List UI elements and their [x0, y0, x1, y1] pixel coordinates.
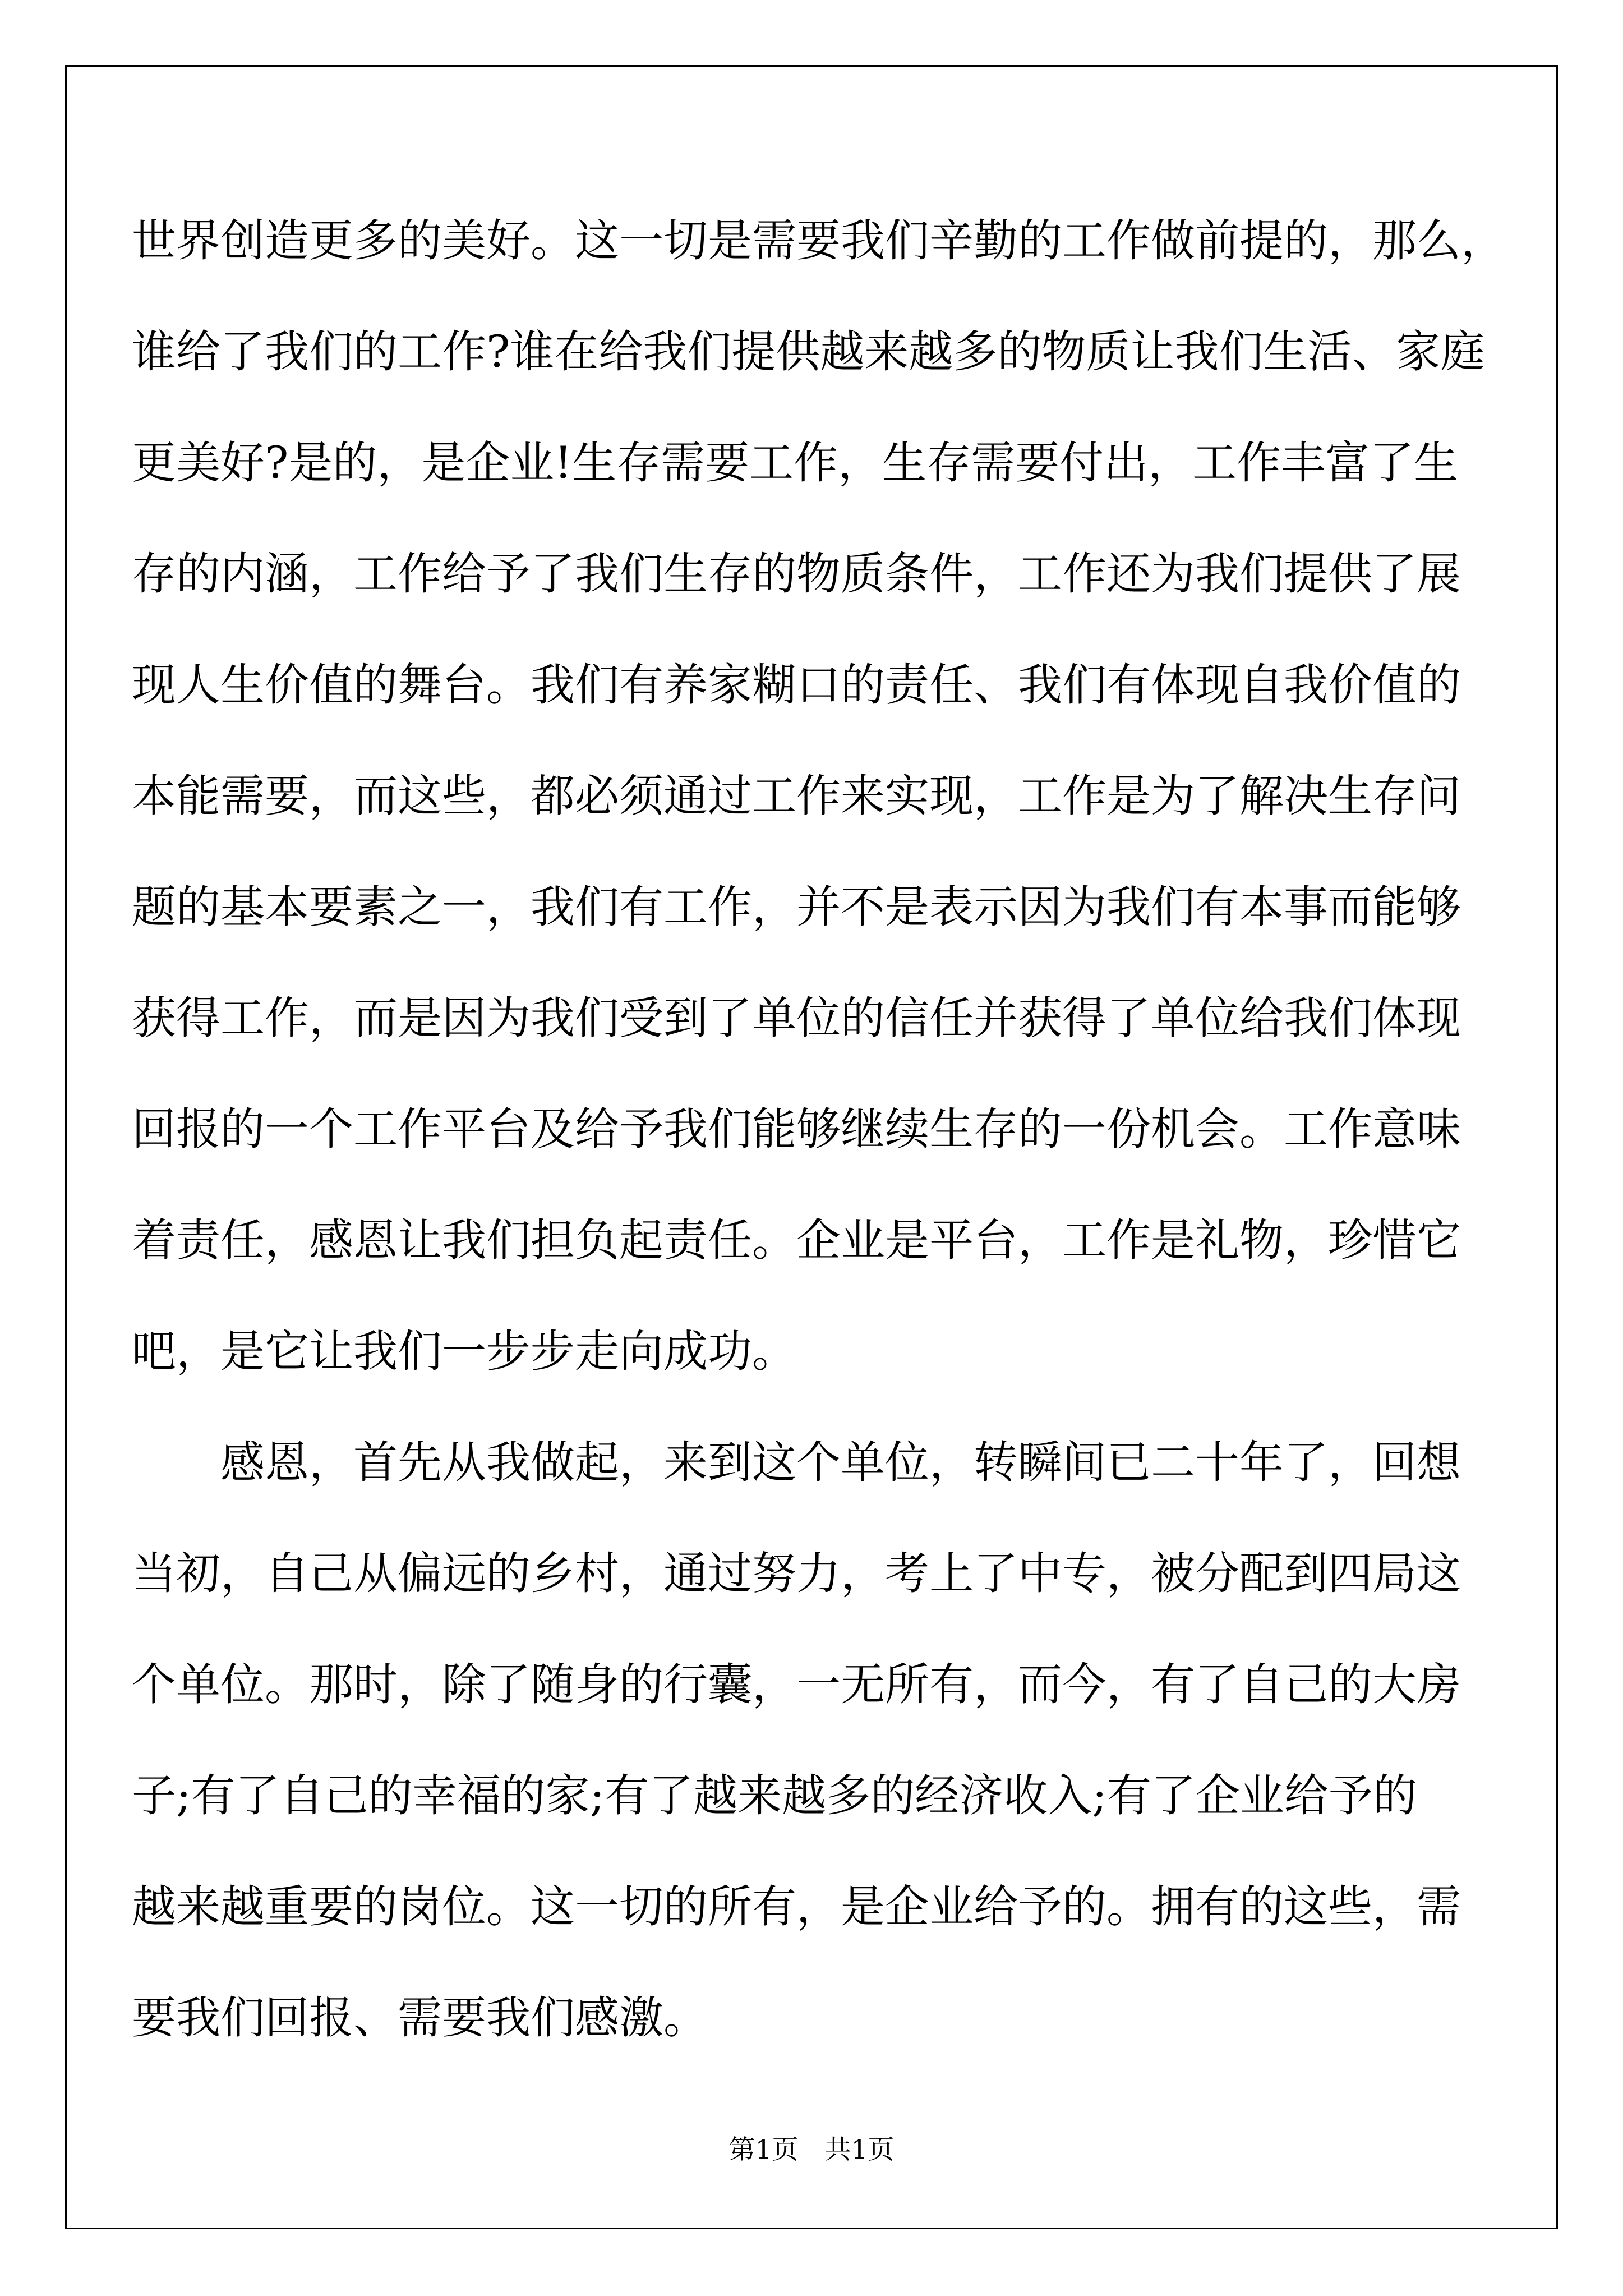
- document-body: [132, 185, 1590, 2073]
- text-line: 当初，自己从偏远的乡村，通过努力，考上了中专，被分配到四局这: [132, 1548, 1461, 1599]
- text-line: 子;有了自己的幸福的家;有了越来越多的经济收入;有了企业给予的: [132, 1770, 1417, 1821]
- text-line: 获得工作，而是因为我们受到了单位的信任并获得了单位给我们体现: [132, 992, 1461, 1044]
- page-number-footer: 第1页 共1页: [728, 2134, 895, 2165]
- text-line: 越来越重要的岗位。这一切的所有，是企业给予的。拥有的这些，需: [132, 1881, 1461, 1932]
- text-line: 回报的一个工作平台及给予我们能够继续生存的一份机会。工作意味: [132, 1103, 1461, 1155]
- text-line: 感恩，首先从我做起，来到这个单位，转瞬间已二十年了，回想: [132, 1437, 1461, 1488]
- text-line: 要我们回报、需要我们感激。: [132, 1992, 708, 2044]
- text-line: 个单位。那时，除了随身的行囊，一无所有，而今，有了自己的大房: [132, 1659, 1461, 1710]
- text-line: 题的基本要素之一，我们有工作，并不是表示因为我们有本事而能够: [132, 881, 1461, 933]
- text-line: 世界创造更多的美好。这一切是需要我们辛勤的工作做前提的，那么，: [132, 215, 1505, 266]
- text-line: 更美好?是的，是企业!生存需要工作，生存需要付出，工作丰富了生: [132, 437, 1459, 489]
- text-line: 存的内涵，工作给予了我们生存的物质条件，工作还为我们提供了展: [132, 548, 1461, 600]
- text-line: 现人生价值的舞台。我们有养家糊口的责任、我们有体现自我价值的: [132, 659, 1461, 711]
- text-line: 谁给了我们的工作?谁在给我们提供越来越多的物质让我们生活、家庭: [132, 326, 1485, 378]
- text-line: 着责任，感恩让我们担负起责任。企业是平台，工作是礼物，珍惜它: [132, 1214, 1461, 1266]
- text-line: 本能需要，而这些，都必须通过工作来实现，工作是为了解决生存问: [132, 770, 1461, 822]
- text-line: 吧，是它让我们一步步走向成功。: [132, 1326, 796, 1377]
